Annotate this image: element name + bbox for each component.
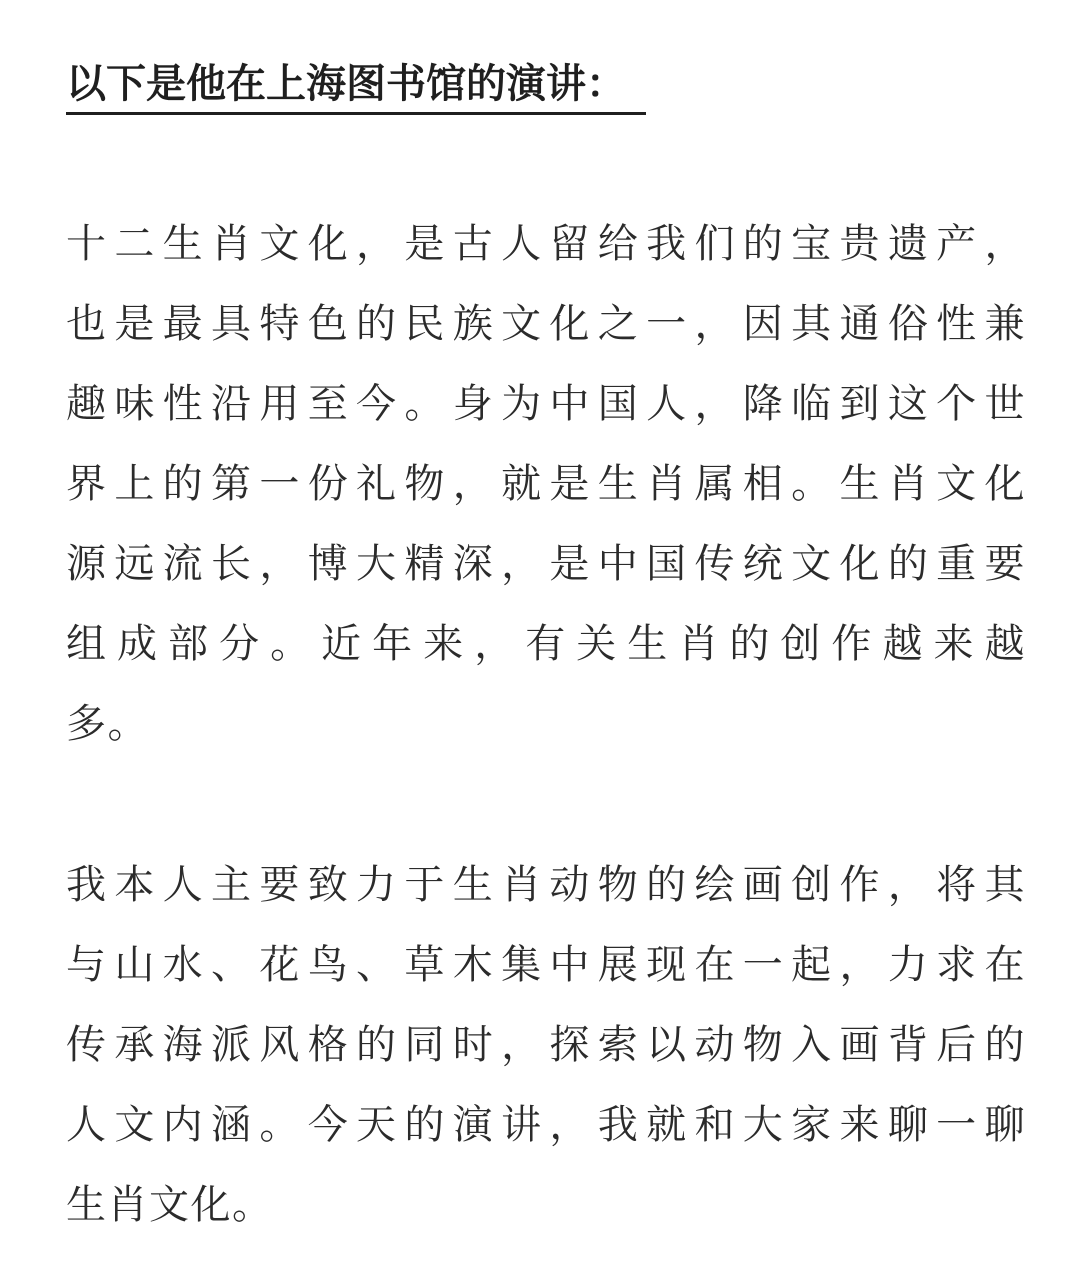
paragraph-line: 人文内涵。今天的演讲，我就和大家来聊一聊 bbox=[66, 1102, 1026, 1148]
paragraph-line: 生肖文化。 bbox=[66, 1182, 274, 1228]
paragraph-line: 组成部分。近年来，有关生肖的创作越来越 bbox=[66, 621, 1026, 667]
paragraph-line: 我本人主要致力于生肖动物的绘画创作，将其 bbox=[66, 862, 1026, 908]
paragraph-line: 多。 bbox=[66, 701, 149, 747]
paragraph-line: 界上的第一份礼物，就是生肖属相。生肖文化 bbox=[66, 461, 1026, 507]
paragraph-painting-focus bbox=[66, 845, 1026, 1245]
paragraph-line: 源远流长，博大精深，是中国传统文化的重要 bbox=[66, 541, 1026, 587]
paragraph-zodiac-intro bbox=[66, 204, 1026, 764]
section-heading: 以下是他在上海图书馆的演讲： bbox=[66, 56, 646, 115]
paragraph-line: 与山水、花鸟、草木集中展现在一起，力求在 bbox=[66, 942, 1026, 988]
paragraph-line: 也是最具特色的民族文化之一，因其通俗性兼 bbox=[66, 301, 1026, 347]
paragraph-line: 十二生肖文化，是古人留给我们的宝贵遗产， bbox=[66, 221, 1026, 267]
paragraph-line: 趣味性沿用至今。身为中国人，降临到这个世 bbox=[66, 381, 1026, 427]
paragraph-line: 传承海派风格的同时，探索以动物入画背后的 bbox=[66, 1022, 1026, 1068]
